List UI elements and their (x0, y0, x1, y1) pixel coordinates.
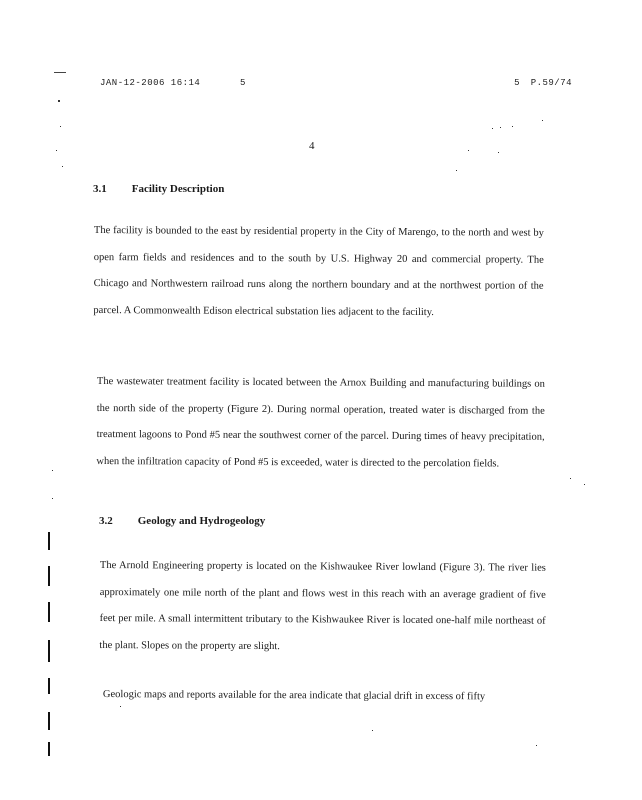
section-title: Facility Description (131, 183, 225, 195)
scan-speck (62, 166, 63, 167)
scan-speck (512, 126, 513, 127)
scan-speck (584, 484, 585, 485)
scan-speck (58, 100, 60, 102)
fax-right-code: 5 (514, 78, 520, 88)
fax-page-ref: P.59/74 (530, 78, 572, 88)
scan-speck (60, 126, 61, 127)
scan-speck (120, 706, 121, 707)
section-number: 3.2 (99, 515, 113, 527)
scan-edge-mark (48, 712, 50, 730)
fax-date-time: JAN-12-2006 16:14 (100, 78, 201, 88)
scan-edge-mark (48, 532, 50, 550)
section-heading-facility-description (93, 183, 224, 195)
scan-speck (492, 128, 493, 129)
section-heading-geology-hydrogeology (99, 515, 265, 527)
scan-edge-mark (48, 566, 50, 586)
fax-artifact-line (54, 72, 66, 73)
scan-edge-mark (48, 602, 50, 622)
scan-speck (468, 150, 469, 151)
section-number: 3.1 (93, 183, 107, 195)
page-number: 4 (309, 140, 315, 152)
scan-edge-mark (48, 742, 50, 756)
scan-speck (536, 745, 537, 746)
scan-speck (52, 498, 53, 499)
paragraph-wastewater-treatment: The wastewater treatment facility is located between the Arnox Building and manufacturing buildings on the north side of the property (Figure 2). During normal operation, treated water is discharged from the treatment lagoons to Pond #5 near the southwest corner of the parcel. During times of heavy precipitation, when the infiltration capacity of Pond #5 is exceeded, water is directed to the percolation fields. (96, 375, 545, 469)
scan-speck (456, 170, 457, 171)
scan-edge-mark (48, 640, 50, 662)
scan-speck (372, 730, 373, 731)
scan-speck (542, 120, 543, 121)
scan-speck (500, 127, 501, 128)
paragraph-facility-boundaries: The facility is bounded to the east by residential property in the City of Marengo, to the north and west by open farm fields and residences and to the south by U.S. Highway 20 and commercial property. The Chicago and Northwestern railroad runs along the northern boundary and at the northwest portion of the parcel. A Commonwealth Edison electrical substation lies adjacent to the facility. (93, 224, 544, 318)
fax-header (100, 78, 572, 92)
scan-speck (498, 152, 499, 153)
scan-speck (52, 470, 53, 471)
section-title: Geology and Hydrogeology (137, 515, 266, 527)
scan-edge-mark (48, 678, 50, 694)
scan-speck (570, 478, 571, 479)
scan-speck (56, 150, 57, 151)
paragraph-property-location: The Arnold Engineering property is located on the Kishwaukee River lowland (Figure 3). The river lies approximately one mile north of the plant and flows west in this reach with an average gradient of five feet per mile. A small intermittent tributary to the Kishwaukee River is located one-half mile northeast of the plant. Slopes on the property are slight. (99, 559, 546, 652)
paragraph-geologic-maps: Geologic maps and reports available for the area indicate that glacial drift in excess of fifty (102, 688, 486, 702)
fax-mid-code: 5 (240, 78, 246, 88)
